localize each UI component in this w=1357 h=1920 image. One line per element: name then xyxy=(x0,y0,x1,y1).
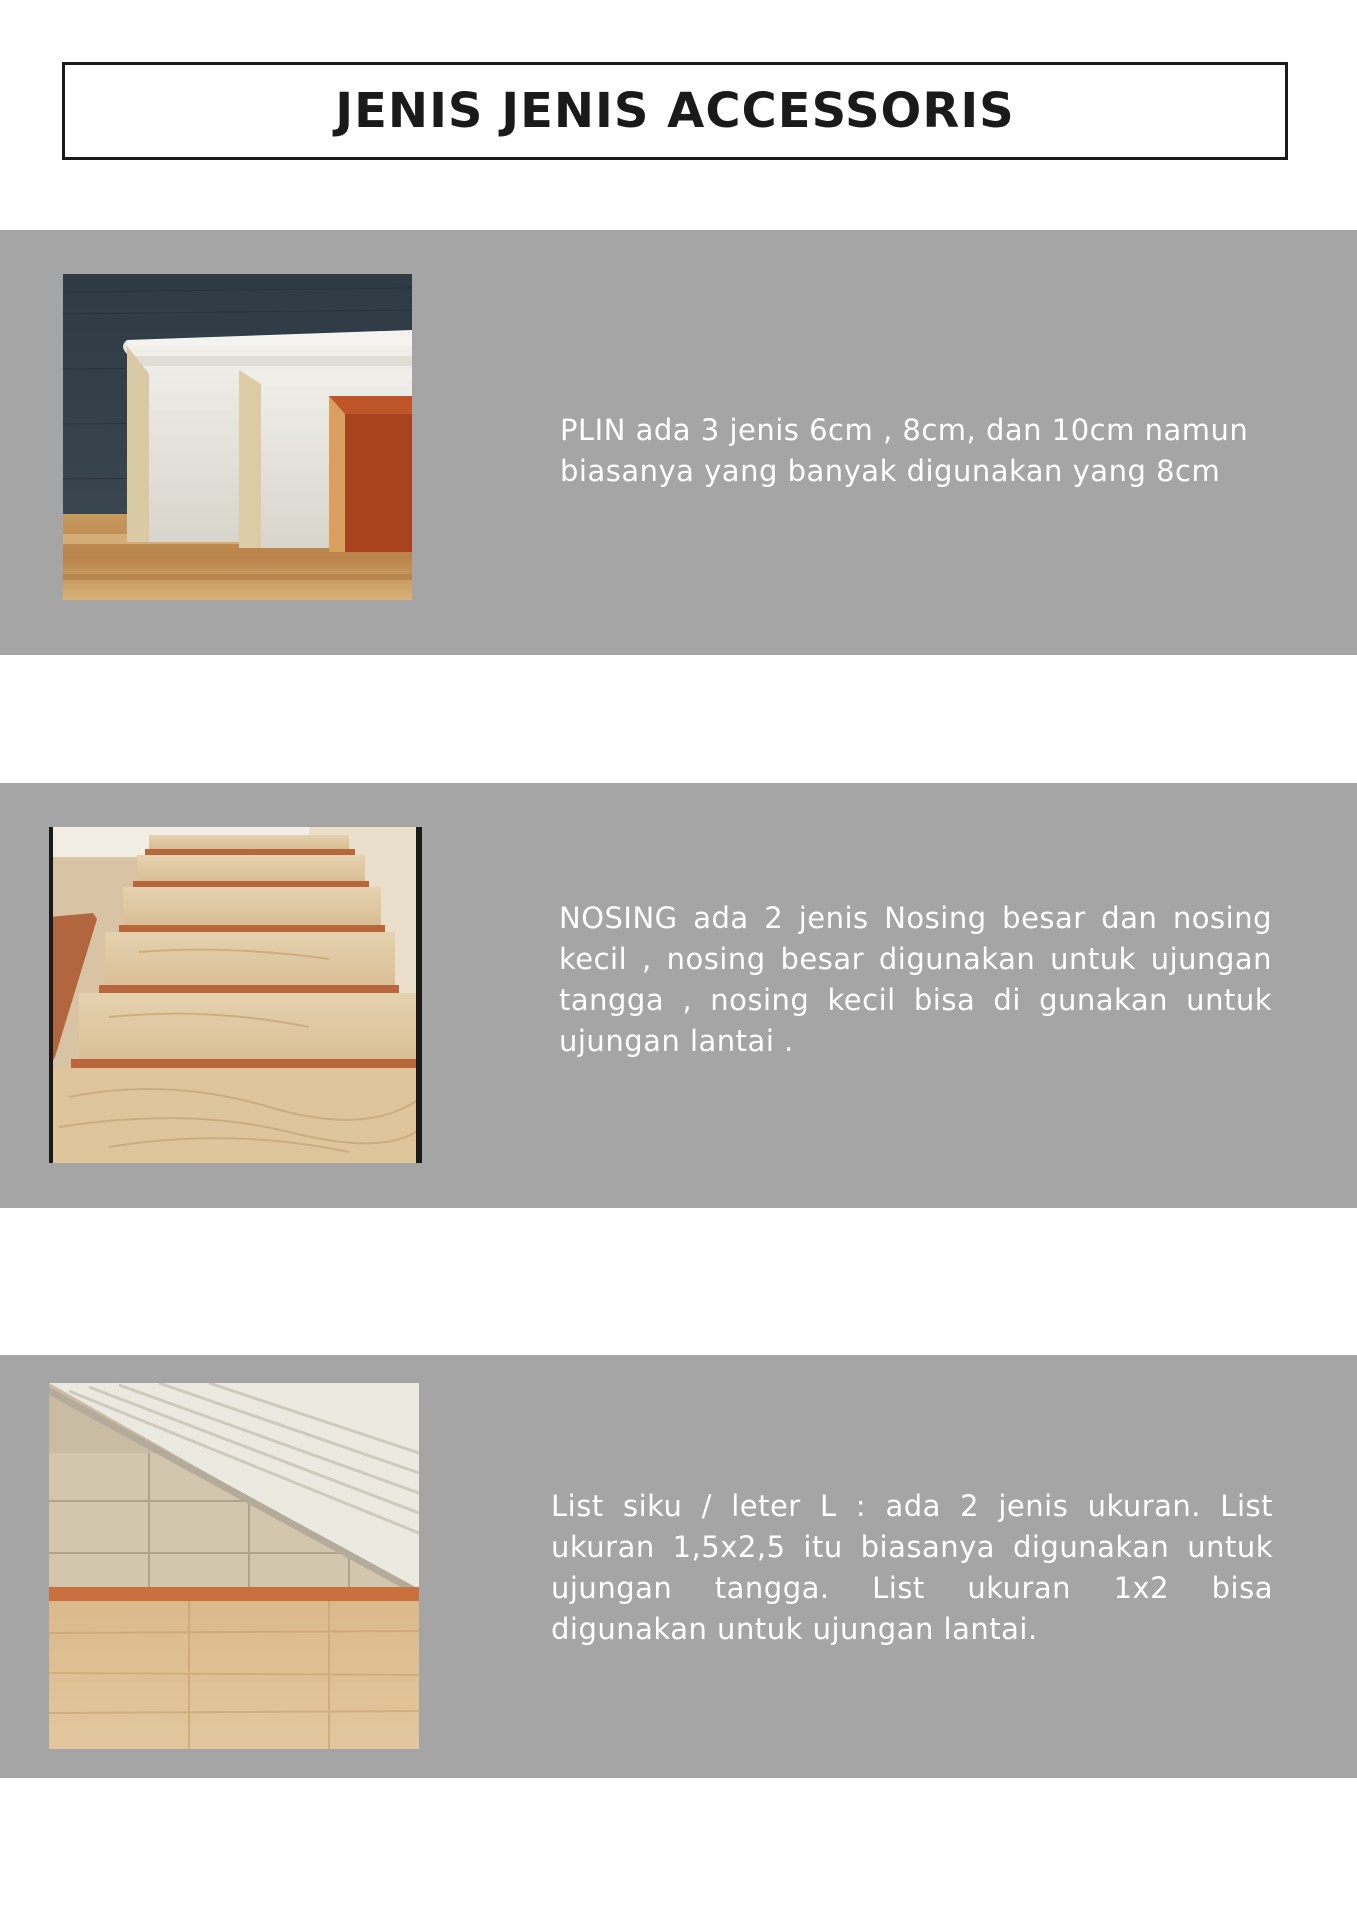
plin-description: PLIN ada 3 jenis 6cm , 8cm, dan 10cm namun biasanya yang banyak digunakan yang 8cm xyxy=(560,413,1249,488)
page-title: JENIS JENIS ACCESSORIS xyxy=(335,83,1015,139)
list-siku-photo xyxy=(49,1383,419,1749)
section-list-siku xyxy=(0,1355,1357,1778)
plin-photo xyxy=(63,274,412,600)
section-nosing xyxy=(0,783,1357,1208)
section-plin xyxy=(0,230,1357,655)
nosing-description: NOSING ada 2 jenis Nosing besar dan nosing kecil , nosing besar digunakan untuk ujungan tangga , nosing kecil bisa di gunakan untuk ujungan lantai . xyxy=(559,901,1272,1058)
list-siku-description: List siku / leter L : ada 2 jenis ukuran. List ukuran 1,5x2,5 itu biasanya digunakan untuk ujungan tangga. List ukuran 1x2 bisa digunakan untuk ujungan lantai. xyxy=(551,1489,1273,1646)
nosing-photo xyxy=(49,827,422,1163)
title-box xyxy=(62,62,1288,160)
